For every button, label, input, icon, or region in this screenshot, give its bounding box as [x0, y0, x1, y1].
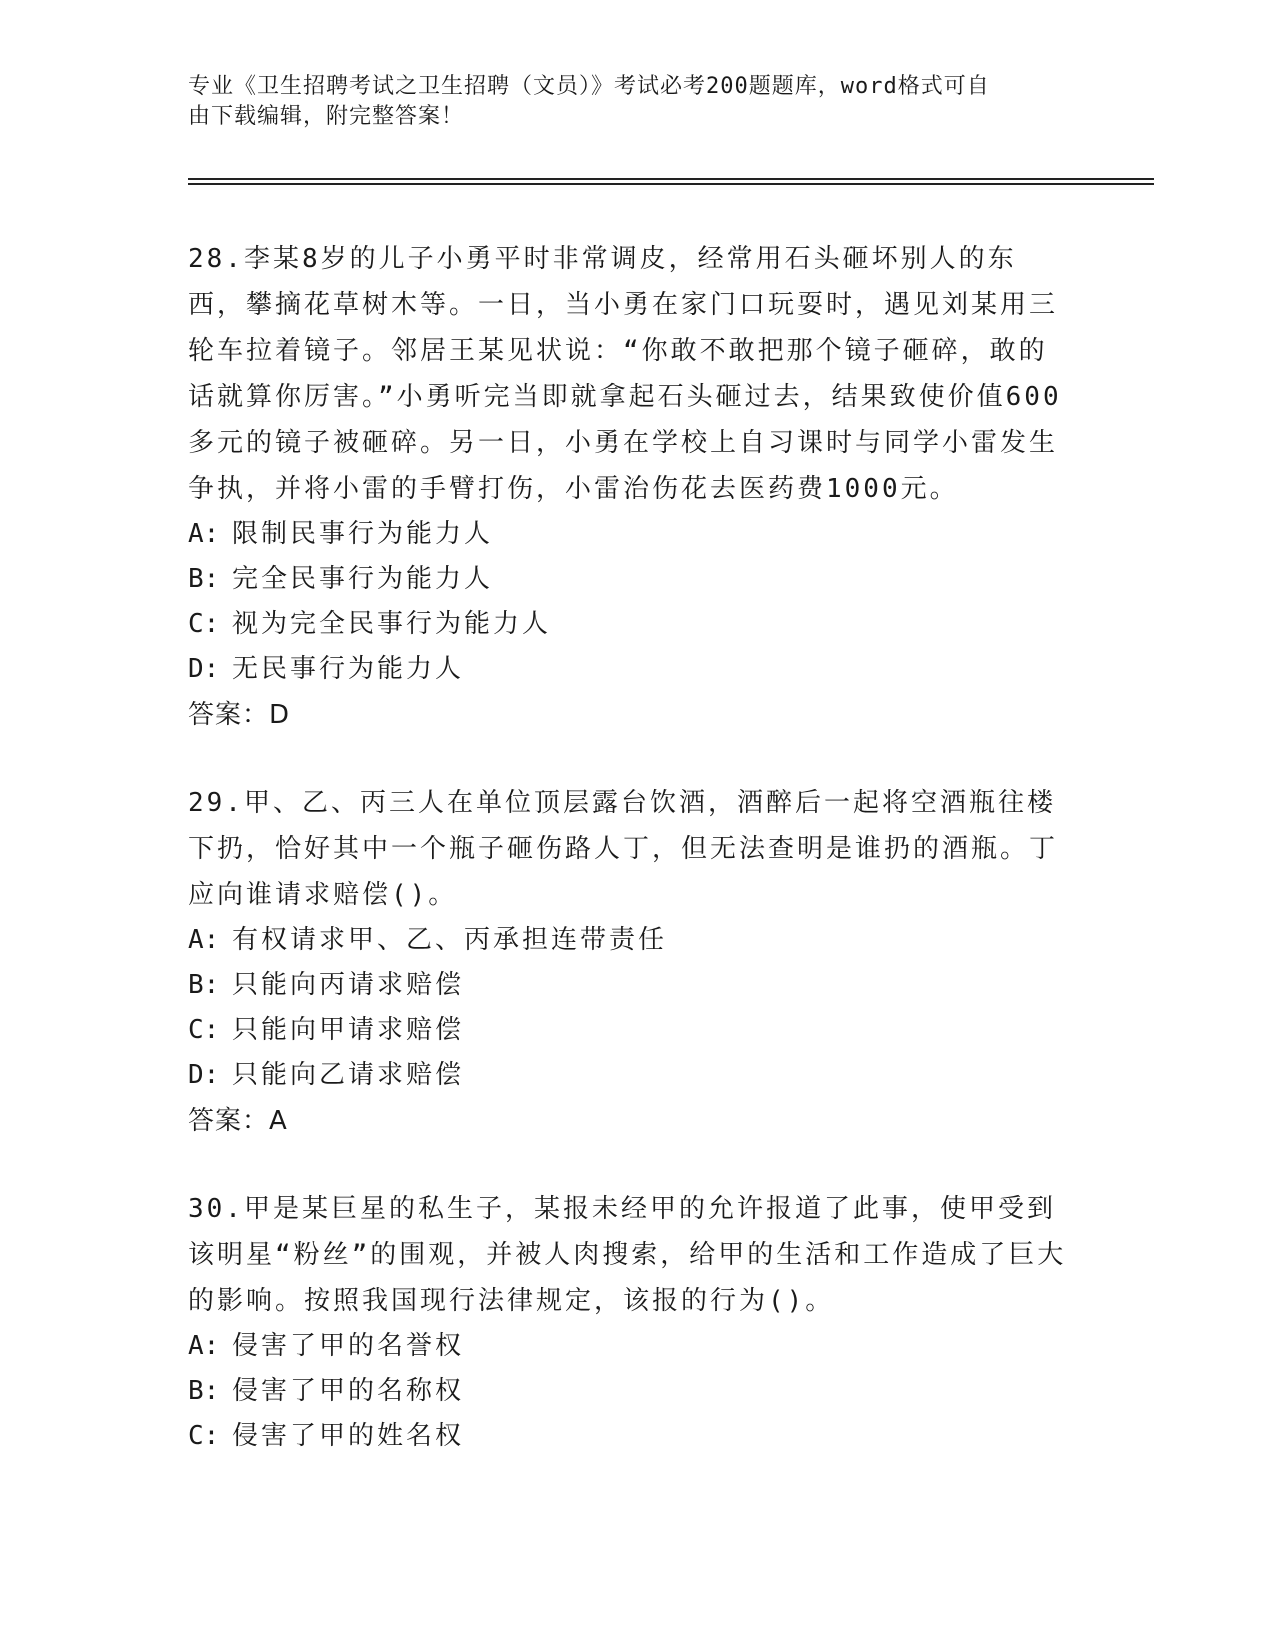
option-text: 只能向乙请求赔偿: [232, 1060, 465, 1090]
option-a: [188, 512, 1068, 557]
option-letter: B:: [188, 970, 220, 1000]
question-list: [188, 236, 1068, 1501]
document-header: [188, 72, 1068, 132]
option-text: 只能向甲请求赔偿: [232, 1015, 465, 1045]
option-letter: C:: [188, 1421, 220, 1451]
option-c: [188, 1008, 1068, 1053]
question-30: [188, 1186, 1068, 1459]
option-b: [188, 557, 1068, 602]
option-letter: C:: [188, 1015, 220, 1045]
option-letter: A:: [188, 519, 220, 549]
option-letter: A:: [188, 925, 220, 955]
option-letter: C:: [188, 609, 220, 639]
answer-line: 答案：A: [188, 1106, 288, 1136]
header-divider-bottom: [188, 183, 1154, 185]
option-a: [188, 918, 1068, 963]
option-d: [188, 1053, 1068, 1098]
option-text: 有权请求甲、乙、丙承担连带责任: [232, 925, 668, 955]
option-text: 只能向丙请求赔偿: [232, 970, 465, 1000]
option-text: 侵害了甲的名誉权: [232, 1331, 465, 1361]
option-b: [188, 1369, 1068, 1414]
question-28: [188, 236, 1068, 738]
question-stem: 29.甲、乙、丙三人在单位顶层露台饮酒，酒醉后一起将空酒瓶往楼下扔，恰好其中一个瓶子砸伤路人丁，但无法查明是谁扔的酒瓶。丁应向谁请求赔偿()。: [188, 788, 1059, 910]
option-a: [188, 1324, 1068, 1369]
option-b: [188, 963, 1068, 1008]
option-text: 限制民事行为能力人: [232, 519, 494, 549]
question-29: [188, 780, 1068, 1144]
option-d: [188, 647, 1068, 692]
question-stem: 30.甲是某巨星的私生子，某报未经甲的允许报道了此事，使甲受到该明星“粉丝”的围观，并被人肉搜索，给甲的生活和工作造成了巨大的影响。按照我国现行法律规定，该报的行为()。: [188, 1194, 1067, 1316]
header-line-2: 由下载编辑，附完整答案！: [188, 104, 465, 129]
option-text: 完全民事行为能力人: [232, 564, 494, 594]
option-text: 侵害了甲的姓名权: [232, 1421, 465, 1451]
option-c: [188, 1414, 1068, 1459]
header-line-1: 专业《卫生招聘考试之卫生招聘（文员）》考试必考200题题库，word格式可自: [188, 74, 990, 99]
option-letter: D:: [188, 1060, 220, 1090]
answer-line: 答案：D: [188, 700, 291, 730]
question-stem: 28.李某8岁的儿子小勇平时非常调皮，经常用石头砸坏别人的东西，攀摘花草树木等。一日，当小勇在家门口玩耍时，遇见刘某用三轮车拉着镜子。邻居王某见状说：“你敢不敢把那个镜子砸碎，敢的话就算你厉害。”小勇听完当即就拿起石头砸过去，结果致使价值600多元的镜子被砸碎。另一日，小勇在学校上自习课时与同学小雷发生争执，并将小雷的手臂打伤，小雷治伤花去医药费1000元。: [188, 244, 1062, 504]
option-letter: B:: [188, 564, 220, 594]
option-text: 视为完全民事行为能力人: [232, 609, 552, 639]
option-letter: B:: [188, 1376, 220, 1406]
option-c: [188, 602, 1068, 647]
option-text: 侵害了甲的名称权: [232, 1376, 465, 1406]
option-letter: D:: [188, 654, 220, 684]
header-divider-top: [188, 178, 1154, 180]
option-text: 无民事行为能力人: [232, 654, 465, 684]
option-letter: A:: [188, 1331, 220, 1361]
